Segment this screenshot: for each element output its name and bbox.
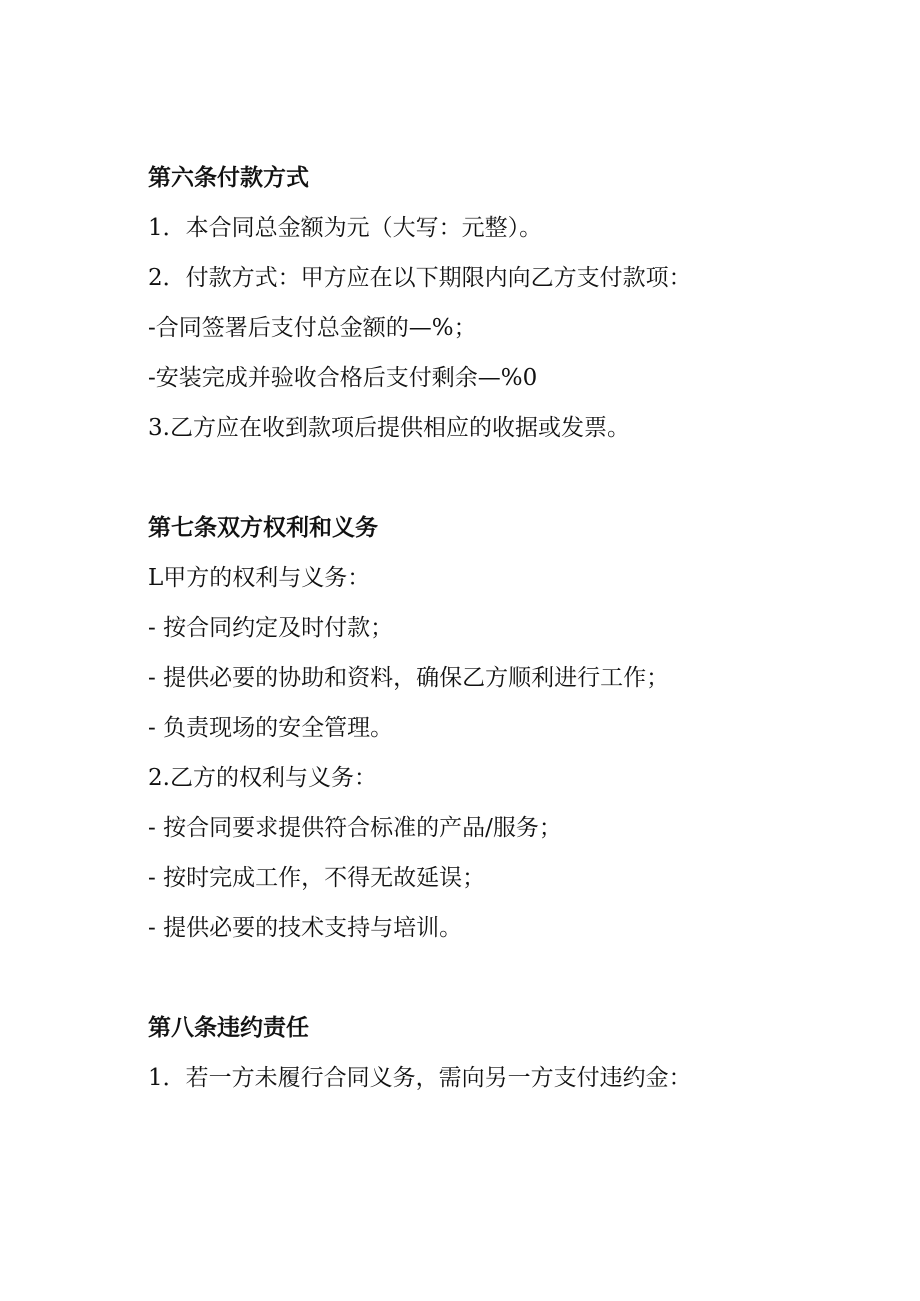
paragraph-line: -合同签署后支付总金额的—%； xyxy=(148,315,477,341)
paragraph-line: - 提供必要的技术支持与培训。 xyxy=(148,915,463,941)
section-heading-rights-obligations: 第七条双方权利和义务 xyxy=(148,515,378,541)
paragraph-line: L甲方的权利与义务： xyxy=(148,565,371,591)
paragraph-line: - 提供必要的协助和资料，确保乙方顺利进行工作； xyxy=(148,665,670,691)
paragraph-line: 1．本合同总金额为元（大写：元整）。 xyxy=(148,215,543,241)
paragraph-line: - 按时完成工作，不得无故延误； xyxy=(148,865,486,891)
paragraph-line: 1．若一方未履行合同义务，需向另一方支付违约金： xyxy=(148,1065,692,1091)
paragraph-line: 2．付款方式：甲方应在以下期限内向乙方支付款项： xyxy=(148,265,692,291)
paragraph-line: 3.乙方应在收到款项后提供相应的收据或发票。 xyxy=(148,415,630,441)
section-heading-breach-liability: 第八条违约责任 xyxy=(148,1015,309,1041)
paragraph-line: - 按合同约定及时付款； xyxy=(148,615,394,641)
section-heading-payment: 第六条付款方式 xyxy=(148,165,309,191)
paragraph-line: -安装完成并验收合格后支付剩余—%0 xyxy=(148,365,538,391)
paragraph-line: - 负责现场的安全管理。 xyxy=(148,715,394,741)
paragraph-line: - 按合同要求提供符合标准的产品/服务； xyxy=(148,815,562,841)
paragraph-line: 2.乙方的权利与义务： xyxy=(148,765,377,791)
